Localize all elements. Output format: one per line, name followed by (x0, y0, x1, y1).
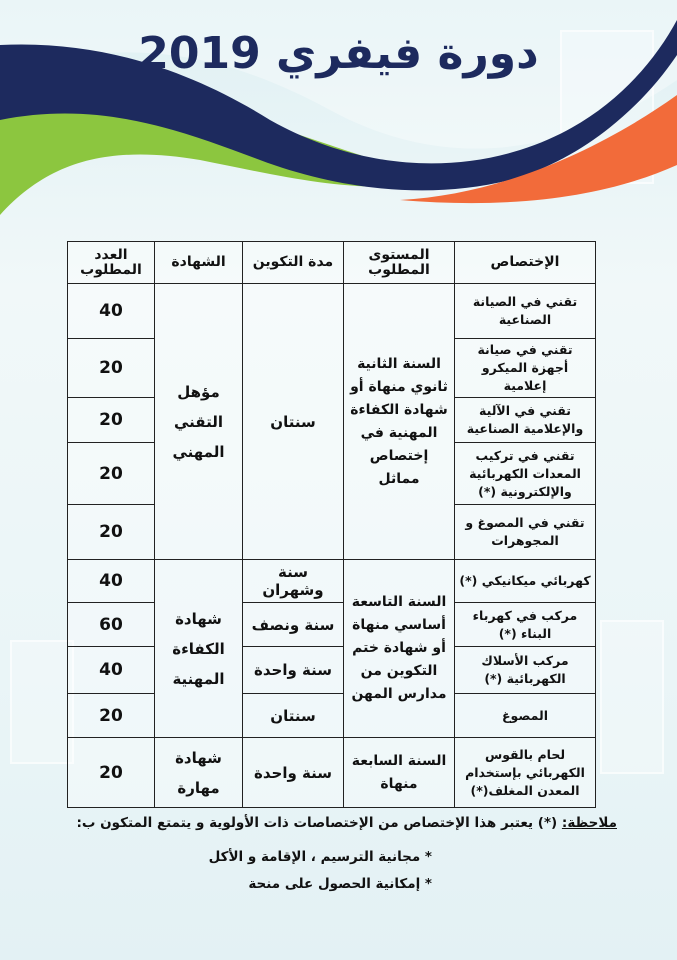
specialty-cell: المصوغ (455, 694, 596, 738)
note-label: ملاحظة: (561, 815, 617, 831)
header-specialty: الإختصاص (455, 242, 596, 284)
table-row (68, 647, 596, 694)
count-cell: 40 (68, 284, 155, 339)
count-cell: 20 (68, 398, 155, 443)
specialty-cell: مركب الأسلاك الكهربائية (*) (455, 647, 596, 694)
certificate-cell: مؤهل التقني المهني (155, 284, 243, 560)
table-row (68, 694, 596, 738)
note-bullet: * مجانية الترسيم ، الإقامة و الأكل (208, 849, 432, 865)
specialty-cell: تقني في تركيب المعدات الكهربائية والإلكترونية (*) (455, 443, 596, 505)
table-header-row (68, 242, 596, 284)
certificate-cell: شهادة الكفاءة المهنية (155, 560, 243, 738)
level-cell: السنة السابعة منهاة (344, 738, 455, 808)
table-row (68, 560, 596, 603)
page-title: دورة فيفري 2019 (138, 28, 539, 79)
level-cell: السنة الثانية ثانوي منهاة أو شهادة الكفاءة المهنية في إختصاص مماثل (344, 284, 455, 560)
header-certificate: الشهادة (155, 242, 243, 284)
specialty-cell: مركب في كهرباء البناء (*) (455, 603, 596, 647)
table-row (68, 738, 596, 808)
count-cell: 20 (68, 694, 155, 738)
duration-cell: سنتان (243, 284, 344, 560)
duration-cell: سنة وشهران (243, 560, 344, 603)
table-row (68, 603, 596, 647)
note-line (76, 815, 617, 831)
specialty-cell: تقني في الآلية والإعلامية الصناعية (455, 398, 596, 443)
specialty-cell: لحام بالقوس الكهربائي بإستخدام المعدن المغلف(*) (455, 738, 596, 808)
decor-square (10, 640, 74, 764)
specialty-cell: كهربائي ميكانيكي (*) (455, 560, 596, 603)
count-cell: 20 (68, 339, 155, 398)
header-level: المستوى المطلوب (344, 242, 455, 284)
table-row (68, 284, 596, 339)
note-text: (*) يعتبر هذا الإختصاص من الإختصاصات ذات الأولوية و يتمتع المتكون ب: (76, 815, 558, 831)
programs-table (67, 241, 596, 808)
note-bullet: * إمكانية الحصول على منحة (248, 876, 432, 892)
count-cell: 20 (68, 738, 155, 808)
specialty-cell: تقني في صيانة أجهزة الميكرو إعلامية (455, 339, 596, 398)
count-cell: 20 (68, 505, 155, 560)
level-cell: السنة التاسعة أساسي منهاة أو شهادة ختم التكوين من مدارس المهن (344, 560, 455, 738)
count-cell: 40 (68, 560, 155, 603)
certificate-cell: شهادة مهارة (155, 738, 243, 808)
header-count: العدد المطلوب (68, 242, 155, 284)
count-cell: 20 (68, 443, 155, 505)
count-cell: 40 (68, 647, 155, 694)
duration-cell: سنة واحدة (243, 647, 344, 694)
specialty-cell: تقني في المصوغ و المجوهرات (455, 505, 596, 560)
duration-cell: سنة واحدة (243, 738, 344, 808)
duration-cell: سنتان (243, 694, 344, 738)
specialty-cell: تقني في الصيانة الصناعية (455, 284, 596, 339)
decor-square (600, 620, 664, 774)
header-duration: مدة التكوين (243, 242, 344, 284)
count-cell: 60 (68, 603, 155, 647)
duration-cell: سنة ونصف (243, 603, 344, 647)
